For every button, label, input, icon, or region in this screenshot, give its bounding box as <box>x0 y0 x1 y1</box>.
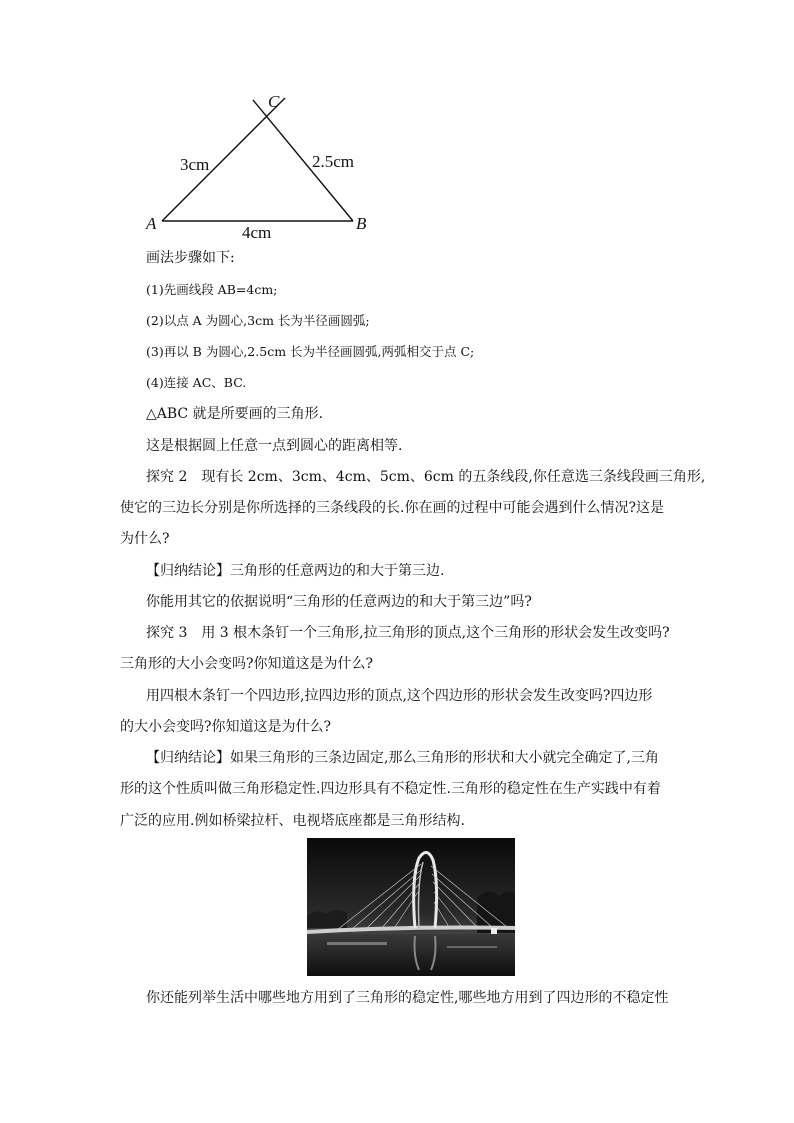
conclusion-2-line2: 形的这个性质叫做三角形稳定性.四边形具有不稳定性.三角形的稳定性在生产实践中有着 <box>120 781 661 797</box>
step-1: (1)先画线段 AB=4cm; <box>146 282 278 297</box>
triangle-diagram <box>140 90 380 240</box>
bridge-photo <box>307 838 515 976</box>
question-1: 你能用其它的依据说明“三角形的任意两边的和大于第三边”吗? <box>146 594 532 610</box>
step-4: (4)连接 AC、BC. <box>146 375 247 390</box>
label-b: B <box>356 214 367 233</box>
step-3: (3)再以 B 为圆心,2.5cm 长为半径画圆弧,两弧相交于点 C; <box>146 344 475 359</box>
explore3-line1: 探究 3 用 3 根木条钉一个三角形,拉三角形的顶点,这个三角形的形状会发生改变吗? <box>146 625 670 641</box>
conclusion-2-line3: 广泛的应用.例如桥梁拉杆、电视塔底座都是三角形结构. <box>120 813 465 829</box>
explore2-line1: 探究 2 现有长 2cm、3cm、4cm、5cm、6cm 的五条线段,你任意选三条线段画三角形, <box>146 469 706 485</box>
explore2-line2: 使它的三边长分别是你所选择的三条线段的长.你在画的过程中可能会遇到什么情况?这是 <box>120 500 664 516</box>
explore3-line2: 三角形的大小会变吗?你知道这是为什么? <box>120 656 374 672</box>
explore3-line4: 的大小会变吗?你知道这是为什么? <box>120 719 332 735</box>
conclusion-2-line1: 【归纳结论】如果三角形的三条边固定,那么三角形的形状和大小就完全确定了,三角 <box>146 750 659 766</box>
explore3-line3: 用四根木条钉一个四边形,拉四边形的顶点,这个四边形的形状会发生改变吗?四边形 <box>146 688 653 704</box>
label-bc-length: 2.5cm <box>312 152 355 171</box>
step-result: △ABC 就是所要画的三角形. <box>146 406 324 422</box>
final-question: 你还能列举生活中哪些地方用到了三角形的稳定性,哪些地方用到了四边形的不稳定性 <box>146 990 669 1006</box>
conclusion-1: 【归纳结论】三角形的任意两边的和大于第三边. <box>146 563 445 579</box>
label-c: C <box>268 92 280 111</box>
step-reason: 这是根据圆上任意一点到圆心的距离相等. <box>146 438 403 454</box>
steps-intro: 画法步骤如下: <box>146 250 235 266</box>
explore2-line3: 为什么? <box>120 531 170 547</box>
label-a: A <box>146 214 157 233</box>
label-ab-length: 4cm <box>242 223 272 240</box>
step-2: (2)以点 A 为圆心,3cm 长为半径画圆弧; <box>146 313 370 328</box>
label-ac-length: 3cm <box>180 155 210 174</box>
